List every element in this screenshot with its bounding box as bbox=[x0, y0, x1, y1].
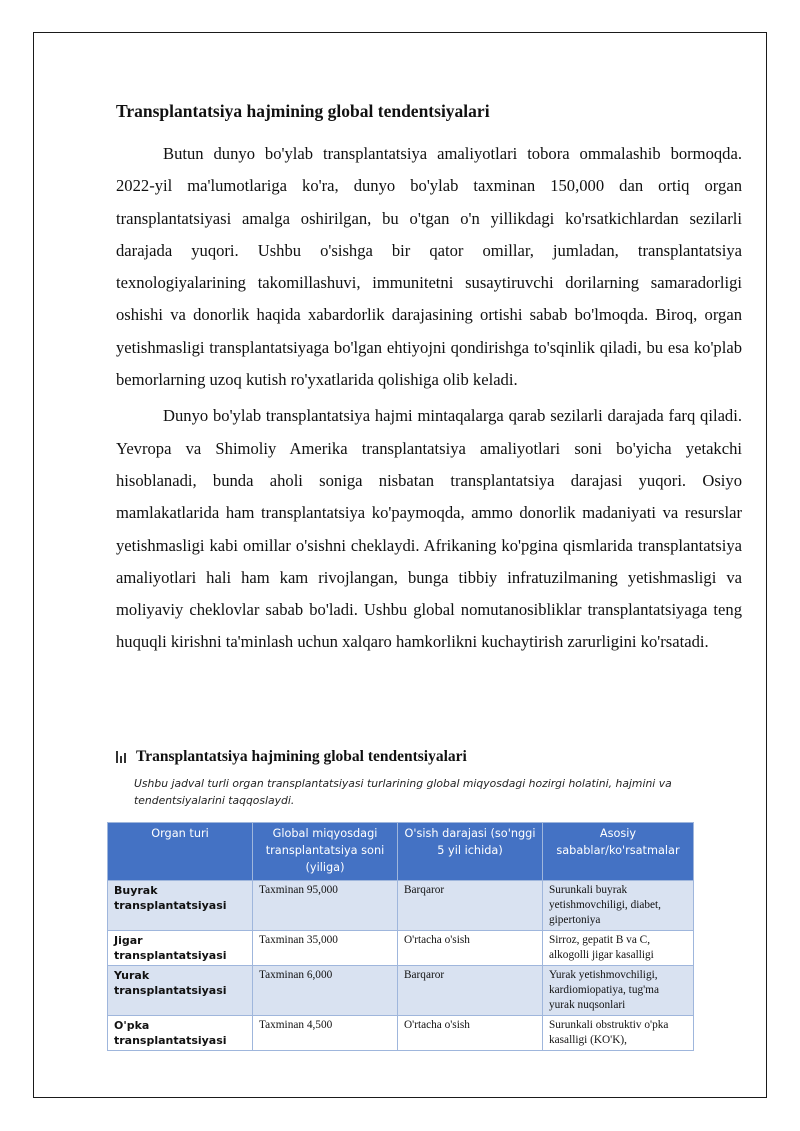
table-caption: Ushbu jadval turli organ transplantatsiyasi turlarining global miqyosdagi hozirgi holatini, hajmini va tendentsiyalarini taqqoslaydi. bbox=[134, 777, 672, 807]
cell-count: Taxminan 95,000 bbox=[253, 881, 398, 931]
document-body bbox=[116, 98, 742, 663]
header-growth-rate: O'sish darajasi (so'nggi 5 yil ichida) bbox=[398, 823, 543, 881]
table-row bbox=[108, 1016, 694, 1051]
header-global-count: Global miqyosdagi transplantatsiya soni (yiliga) bbox=[253, 823, 398, 881]
section-title: Transplantatsiya hajmining global tendentsiyalari bbox=[116, 101, 490, 121]
table-row bbox=[108, 966, 694, 1016]
header-main-reasons: Asosiy sabablar/ko'rsatmalar bbox=[543, 823, 694, 881]
table-row bbox=[108, 931, 694, 966]
cell-reasons: Surunkali obstruktiv o'pka kasalligi (KO'K), bbox=[543, 1016, 694, 1051]
cell-reasons: Sirroz, gepatit B va C, alkogolli jigar kasalligi bbox=[543, 931, 694, 966]
table-header-row bbox=[108, 823, 694, 881]
cell-growth: Barqaror bbox=[398, 966, 543, 1016]
table-heading-text: Transplantatsiya hajmining global tendentsiyalari bbox=[136, 748, 467, 765]
cell-count: Taxminan 35,000 bbox=[253, 931, 398, 966]
table-heading bbox=[116, 744, 742, 770]
cell-organ: Yurak transplantatsiyasi bbox=[108, 966, 253, 1016]
table-header-block bbox=[116, 744, 742, 809]
cell-growth: O'rtacha o'sish bbox=[398, 931, 543, 966]
cell-count: Taxminan 4,500 bbox=[253, 1016, 398, 1051]
cell-organ: Buyrak transplantatsiyasi bbox=[108, 881, 253, 931]
cell-reasons: Yurak yetishmovchiligi, kardiomiopatiya, tug'ma yurak nuqsonlari bbox=[543, 966, 694, 1016]
cell-organ: Jigar transplantatsiyasi bbox=[108, 931, 253, 966]
header-organ-type: Organ turi bbox=[108, 823, 253, 881]
cell-growth: O'rtacha o'sish bbox=[398, 1016, 543, 1051]
cell-organ: O'pka transplantatsiyasi bbox=[108, 1016, 253, 1051]
paragraph-1: Butun dunyo bo'ylab transplantatsiya amaliyotlari tobora ommalashib bormoqda. 2022-yil ma'lumotlariga ko'ra, dunyo bo'ylab taxminan 150,000 dan ortiq organ transplantatsiyasi amalga oshirilgan, bu o'tgan o'n yillikdagi ko'rsatkichlardan sezilarli darajada yuqori. Ushbu o'sishga bir qator omillar, jumladan, transplantatsiya texnologiyalarining takomillashuvi, immunitetni susaytiruvchi dorilarning samaradorligi oshishi va donorlik haqida xabardorlik darajasining ortishi sabab bo'lmoqda. Biroq, organ yetishmasligi transplantatsiyaga bo'lgan ehtiyojni qondirishga to'sqinlik qiladi, bu esa ko'plab bemorlarning uzoq kutish ro'yxatlarida qolishiga olib keladi. bbox=[116, 144, 742, 390]
cell-reasons: Surunkali buyrak yetishmovchiligi, diabet, gipertoniya bbox=[543, 881, 694, 931]
bar-chart-icon bbox=[116, 751, 128, 763]
cell-growth: Barqaror bbox=[398, 881, 543, 931]
cell-count: Taxminan 6,000 bbox=[253, 966, 398, 1016]
transplant-table bbox=[107, 822, 694, 1051]
paragraph-2: Dunyo bo'ylab transplantatsiya hajmi mintaqalarga qarab sezilarli darajada farq qiladi. Yevropa va Shimoliy Amerika transplantatsiya amaliyotlari soni bo'yicha yetakchi hisoblanadi, bunda aholi soniga nisbatan transplantatsiya darajasi yuqori. Osiyo mamlakatlarida ham transplantatsiya ko'paymoqda, ammo donorlik madaniyati va resurslar yetishmasligi kabi omillar o'sishni cheklaydi. Afrikaning ko'pgina qismlarida transplantatsiya amaliyotlari hali ham kam rivojlangan, bunga tibbiy infratuzilmaning yetishmasligi va moliyaviy cheklovlar sabab bo'ladi. Ushbu global nomutanosibliklar transplantatsiyaga teng huquqli kirishni ta'minlash uchun xalqaro hamkorlikni kuchaytirish zarurligini ko'rsatadi. bbox=[116, 406, 742, 652]
table-row bbox=[108, 881, 694, 931]
